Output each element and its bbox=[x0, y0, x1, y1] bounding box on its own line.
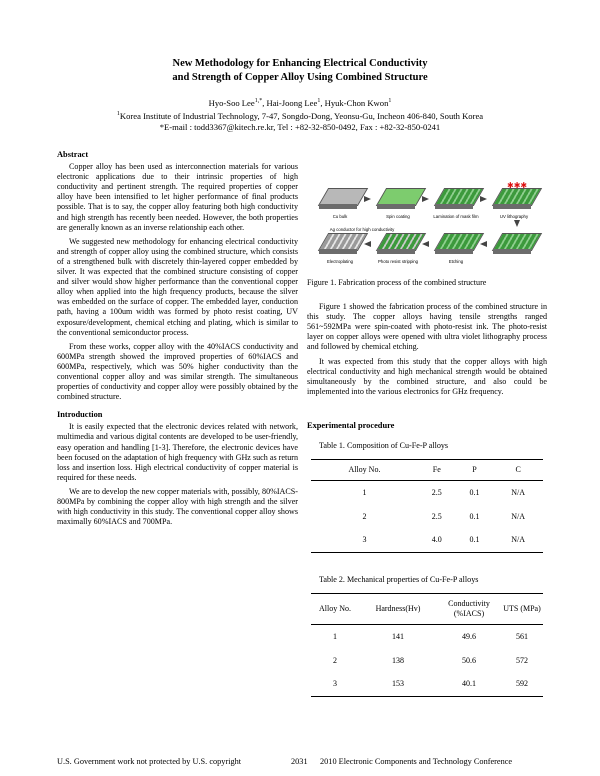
table-row bbox=[311, 625, 543, 649]
footer-conference: 2010 Electronic Components and Technology Conference bbox=[320, 757, 513, 766]
step-spin-coating-image bbox=[377, 188, 419, 210]
affiliation bbox=[0, 109, 600, 122]
table-row bbox=[311, 529, 543, 553]
table-cell: 561 bbox=[516, 631, 528, 641]
table-cell: 1 bbox=[333, 631, 337, 641]
step-label-6: Photo resist stripping bbox=[377, 259, 419, 264]
title-line-1: New Methodology for Enhancing Electrical Conductivity bbox=[172, 58, 428, 69]
table-2-header: UTS (MPa) bbox=[501, 594, 543, 625]
step-label-5: Electroplating bbox=[326, 259, 354, 264]
table-cell: 2.5 bbox=[431, 487, 442, 497]
table-cell: 3 bbox=[311, 673, 359, 697]
table-2 bbox=[311, 593, 543, 697]
step-developed-image bbox=[493, 233, 535, 255]
paper-title bbox=[0, 57, 600, 85]
introduction-paragraph-1: It is easily expected that the electronic devices related with network, multimedia and various digital contents are developed to be user-friendly, easy operation and handling [1-3]. Therefore, the electronic devices have been focused on the adaptation of high frequency with GHz such as return loss and insertion loss. High electrical conductivity of copper material is required for these needs. bbox=[57, 422, 298, 482]
table-cell: 50.6 bbox=[462, 655, 476, 665]
table-cell: N/A bbox=[511, 511, 526, 521]
abstract-paragraph-2: We suggested new methodology for enhancing electrical conductivity and strength of copper alloy using the combined structure, which consists of a strengthened bulk with discretely thin-layered copper embedded by silver. It was expected that the combined structure consisting of copper and silver would show higher performance than the conventional copper alloy when applied into the high frequency products, because the silver was embedded on the surface of copper. The embedded layer, conduction path, having a 100um width was formed by photo resist coating, UV exposure/development, chemical etching and plating, which is similar to the conventional semiconductor process. bbox=[57, 236, 298, 337]
arrow-icon bbox=[422, 196, 429, 202]
table-row bbox=[311, 505, 543, 529]
step-uv-lithography-image bbox=[493, 181, 535, 210]
table-cell: 4.0 bbox=[418, 529, 456, 553]
table-row bbox=[311, 481, 543, 505]
table-cell: 3 bbox=[311, 529, 418, 553]
table-1-header: P bbox=[456, 460, 494, 481]
table-cell: 572 bbox=[516, 655, 528, 665]
figure-1-caption: Figure 1. Fabrication process of the combined structure bbox=[307, 278, 487, 287]
embedded-label: Ag conductor for high conductivity bbox=[329, 227, 395, 232]
author-2: Hai-Joong Lee bbox=[266, 97, 318, 108]
uv-rays-icon: ✱✱✱ bbox=[507, 181, 528, 190]
right-paragraph-2: It was expected from this study that the copper alloys with high electrical conductivity and high mechanical strength would be obtained simultaneously by the combined structure, and also could be implemented into the various electronics for GHz frequency. bbox=[307, 356, 547, 396]
table-1-header: Fe bbox=[418, 460, 456, 481]
table-row bbox=[311, 649, 543, 673]
table-cell: 153 bbox=[359, 673, 437, 697]
arrow-icon bbox=[480, 196, 487, 202]
table-1-caption: Table 1. Composition of Cu-Fe-P alloys bbox=[319, 441, 449, 451]
table-cell: 592 bbox=[501, 673, 543, 697]
footer-copyright: U.S. Government work not protected by U.S. copyright bbox=[57, 757, 242, 766]
table-cell: 1 bbox=[362, 487, 367, 497]
footer-page-number: 2031 bbox=[291, 757, 308, 766]
table-cell: 0.1 bbox=[469, 511, 480, 521]
affiliation-sup: 1 bbox=[116, 110, 120, 117]
table-cell: 138 bbox=[392, 655, 404, 665]
author-3-sup: 1 bbox=[388, 98, 392, 104]
title-line-2: and Strength of Copper Alloy Using Combined Structure bbox=[172, 72, 428, 83]
table-cell: 141 bbox=[392, 631, 404, 641]
arrow-left-icon bbox=[480, 241, 487, 247]
arrow-down-icon bbox=[514, 220, 520, 227]
author-1: Hyo-Soo Lee bbox=[208, 97, 255, 108]
step-lamination-image bbox=[435, 188, 477, 210]
right-paragraph-1: Figure 1 showed the fabrication process of the combined structure in this study. The copper alloys having tensile strengths ranged 561~592MPa were spin-coated with photo-resist ink. The photo-resist layer on copper alloys were opened with ultra violet lithography process and followed by chemical etching. bbox=[307, 302, 547, 352]
arrow-left-icon bbox=[422, 241, 429, 247]
table-cell: 2.5 bbox=[431, 511, 442, 521]
table-cell: N/A bbox=[493, 529, 543, 553]
table-cell: 49.6 bbox=[462, 631, 476, 641]
author-1-sup: 1,* bbox=[254, 98, 263, 104]
table-cell: N/A bbox=[511, 487, 526, 497]
table-1-header: Alloy No. bbox=[311, 460, 418, 481]
table-cell: 2 bbox=[333, 655, 337, 665]
affiliation-text: Korea Institute of Industrial Technology, 7-47, Songdo-Dong, Yeonsu-Gu, Incheon 406-840, South Korea bbox=[119, 110, 484, 121]
author-names: Hyo-Soo Lee$^{1,*}$, Hai-Joong Lee$^1$, Hyuk-Chon Kwon$^1$ bbox=[208, 97, 392, 108]
introduction-paragraph-2: We are to develop the new copper materials with, possibly, 80%IACS-800MPa by combining the copper alloy with high strength and the silver with high conductivity in this study. The conventional copper alloy shows maximally 60%IACS and 700MPa. bbox=[57, 486, 298, 527]
left-column bbox=[57, 150, 298, 527]
abstract-heading: Abstract bbox=[57, 150, 89, 159]
step-electroplating-image bbox=[319, 233, 361, 255]
table-2-header: Conductivity (%IACS) bbox=[437, 594, 501, 625]
experimental-heading: Experimental procedure bbox=[307, 420, 395, 430]
step-etching-image bbox=[435, 233, 477, 255]
author-2-sup: 1 bbox=[317, 98, 321, 104]
step-stripping-image bbox=[377, 233, 419, 255]
table-cell: 0.1 bbox=[456, 529, 494, 553]
step-label-3: Lamination of mask film bbox=[433, 214, 479, 219]
figure-1 bbox=[307, 181, 547, 274]
arrow-left-icon bbox=[364, 241, 371, 247]
table-2-header: Alloy No. bbox=[311, 594, 359, 625]
table-cell: 0.1 bbox=[469, 487, 480, 497]
author-3: Hyuk-Chon Kwon bbox=[324, 97, 389, 108]
table-1-header-row bbox=[311, 460, 543, 481]
abstract-paragraph-3: From these works, copper alloy with the 40%IACS conductivity and 600MPa strength showed the improved properties of 60%IACS and 600MPa, respectively, which was 50% higher conductivity than the conventional copper alloy and was similar strength. The simultaneous properties of conductivity and copper alloy were possibly obtained by the combined structure. bbox=[57, 341, 298, 402]
table-row bbox=[311, 673, 543, 697]
introduction-heading: Introduction bbox=[57, 410, 103, 420]
step-label-4: UV lithography bbox=[499, 214, 529, 219]
step-label-7: Etching bbox=[448, 259, 464, 264]
table-1 bbox=[311, 459, 543, 553]
abstract-paragraph-1: Copper alloy has been used as interconnection materials for various electronic applications due to their intrinsic properties of high conductivity and pertinent strength. The required properties of copper alloy have been intensified to let higher performance of final products possible. That is to say, the copper alloy featuring both high conductivity and high strength has recently been needed. However, the both properties are generally known as an inverse relationship each other. bbox=[57, 162, 298, 232]
table-2-header: Hardness(Hv) bbox=[359, 594, 437, 625]
table-cell: 2 bbox=[362, 511, 367, 521]
step-label-2: Spin coating bbox=[386, 214, 410, 219]
right-column bbox=[307, 172, 547, 697]
table-2-caption: Table 2. Mechanical properties of Cu-Fe-P alloys bbox=[319, 575, 479, 585]
table-cell: 40.1 bbox=[437, 673, 501, 697]
step-cu-bulk-image bbox=[319, 188, 361, 210]
arrow-icon bbox=[364, 196, 371, 202]
author-block bbox=[0, 96, 600, 133]
table-1-header: C bbox=[493, 460, 543, 481]
table-2-header-row bbox=[311, 594, 543, 625]
contact-info: *E-mail : todd3367@kitech.re.kr, Tel : +82-32-850-0492, Fax : +82-32-850-0241 bbox=[159, 121, 441, 132]
step-label-1: Cu bulk bbox=[332, 214, 348, 219]
